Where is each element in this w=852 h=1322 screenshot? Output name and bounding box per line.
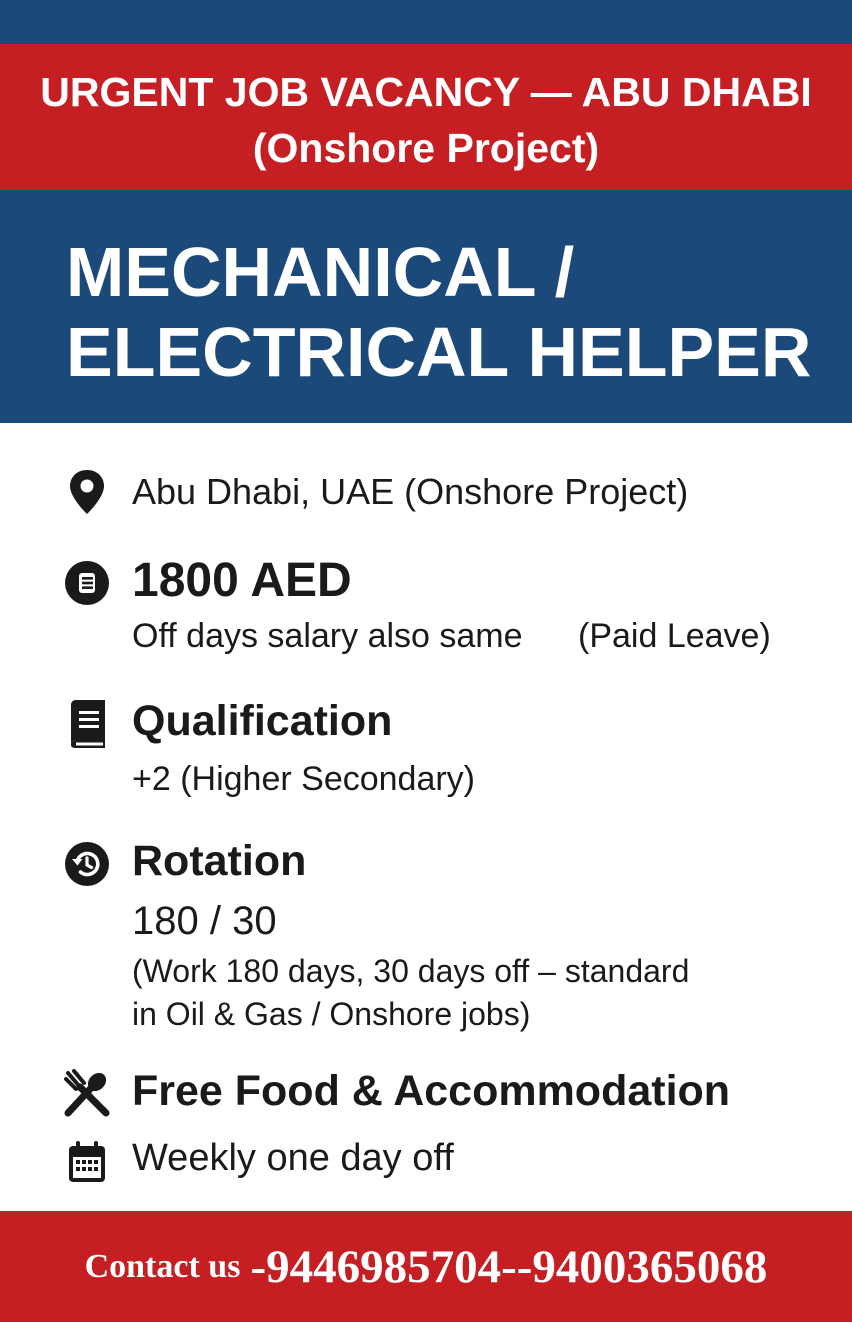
- calendar-icon: [62, 1137, 112, 1187]
- money-icon: [62, 558, 112, 608]
- salary-note: Off days salary also same: [132, 617, 523, 655]
- book-icon: [62, 699, 112, 749]
- contact-banner: [0, 1211, 852, 1322]
- job-details: [0, 423, 852, 1211]
- job-title-line2: ELECTRICAL HELPER: [66, 313, 812, 391]
- header-title: URGENT JOB VACANCY — ABU DHABI: [40, 69, 812, 115]
- fork-knife-icon: [62, 1069, 112, 1119]
- rotation-title: Rotation: [132, 837, 307, 885]
- top-strip: [0, 0, 852, 44]
- location-text: Abu Dhabi, UAE (Onshore Project): [132, 471, 689, 512]
- contact-phone-numbers: -9446985704--9400365068: [250, 1240, 768, 1293]
- location-pin-icon: [62, 467, 112, 517]
- rotation-value: 180 / 30: [132, 899, 277, 943]
- paid-leave-note: (Paid Leave): [578, 617, 771, 655]
- header-banner: [0, 44, 852, 190]
- qualification-value: +2 (Higher Secondary): [132, 760, 476, 798]
- qualification-title: Qualification: [132, 697, 393, 745]
- salary-amount: 1800 AED: [132, 554, 352, 607]
- rotation-note-line1: (Work 180 days, 30 days off – standard: [132, 953, 690, 989]
- job-title-banner: [0, 190, 852, 423]
- job-title-line1: MECHANICAL /: [66, 233, 575, 311]
- food-text: Free Food & Accommodation: [132, 1067, 731, 1115]
- rotation-note-line2: in Oil & Gas / Onshore jobs): [132, 996, 531, 1032]
- header-subtitle: (Onshore Project): [252, 125, 600, 171]
- weekly-off-text: Weekly one day off: [132, 1137, 454, 1179]
- rotation-icon: [62, 839, 112, 889]
- contact-label: Contact us: [84, 1247, 241, 1285]
